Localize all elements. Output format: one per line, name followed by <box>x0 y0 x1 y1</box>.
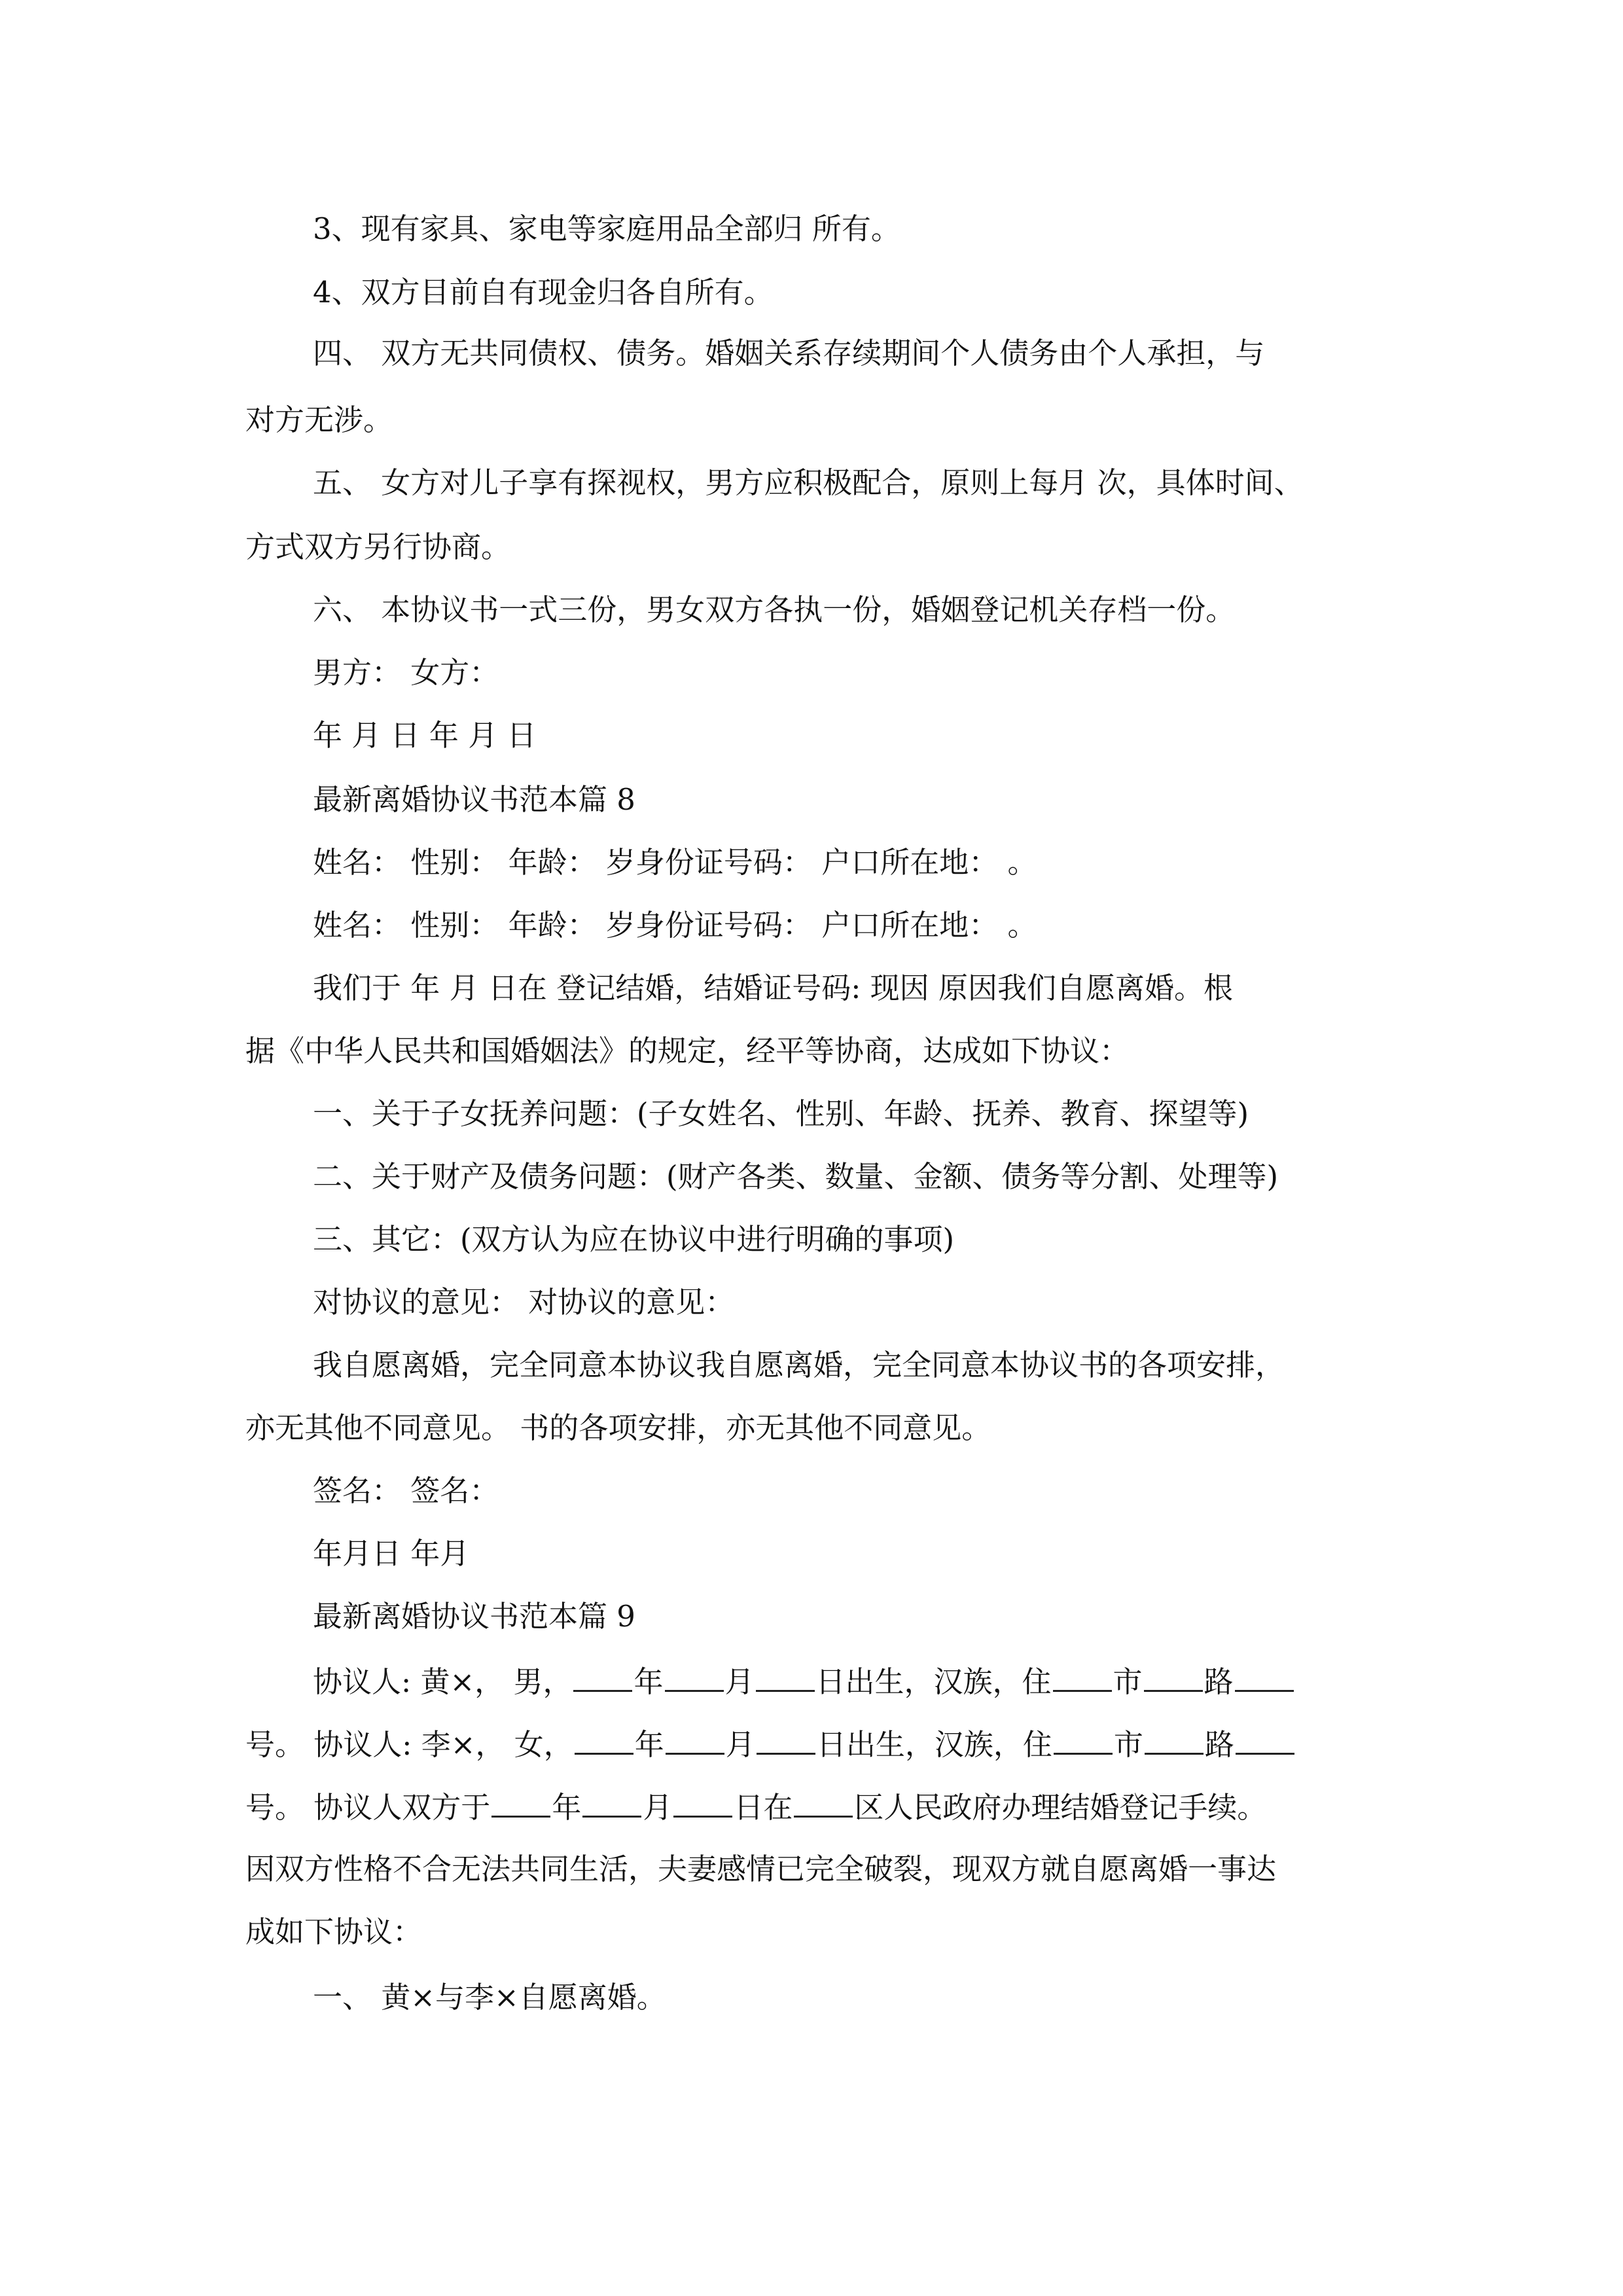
fill-blank <box>1144 1661 1203 1692</box>
text-line: 姓名： 性别： 年龄： 岁身份证号码： 户口所在地： 。 <box>313 908 1037 942</box>
text-segment: 协议人: 黄×， 男， <box>313 1664 573 1699</box>
text-line: 亦无其他不同意见。 书的各项安排，亦无其他不同意见。 <box>245 1410 991 1445</box>
text-line <box>313 1661 1295 1702</box>
fill-blank <box>756 1661 815 1692</box>
text-segment: 日在 <box>734 1790 793 1825</box>
text-segment: 月 <box>724 1664 755 1699</box>
text-segment: 月 <box>643 1790 673 1825</box>
fill-blank <box>794 1787 853 1818</box>
fill-blank <box>665 1661 724 1692</box>
text-line: 一、关于子女抚养问题：(子女姓名、性别、年龄、抚养、教育、探望等) <box>313 1096 1249 1131</box>
text-line <box>245 1787 1266 1827</box>
text-segment: 路 <box>1204 1664 1234 1699</box>
text-line: 一、 黄×与李×自愿离婚。 <box>313 1980 666 2015</box>
text-segment: 月 <box>725 1727 755 1762</box>
fill-blank <box>666 1724 724 1755</box>
text-line: 4、双方目前自有现金归各自所有。 <box>313 275 774 310</box>
text-segment: 年 <box>633 1664 664 1699</box>
text-segment: 年 <box>634 1727 664 1762</box>
text-line: 对方无涉。 <box>245 403 393 437</box>
text-line: 年 月 日 年 月 日 <box>313 718 537 753</box>
text-line <box>245 1724 1296 1765</box>
text-line: 男方： 女方： <box>313 655 499 690</box>
text-segment: 市 <box>1113 1727 1143 1762</box>
text-line: 六、 本协议书一式三份，男女双方各执一份，婚姻登记机关存档一份。 <box>313 592 1236 627</box>
text-line: 因双方性格不合无法共同生活，夫妻感情已完全破裂，现双方就自愿离婚一事达 <box>245 1852 1277 1886</box>
fill-blank <box>1145 1724 1204 1755</box>
text-segment: 区人民政府办理结婚登记手续。 <box>854 1790 1267 1825</box>
text-line: 据《中华人民共和国婚姻法》的规定，经平等协商，达成如下协议： <box>245 1033 1130 1068</box>
text-line: 年月日 年月 <box>313 1536 470 1571</box>
text-line: 三、其它：(双方认为应在协议中进行明确的事项) <box>313 1222 955 1257</box>
fill-blank <box>1054 1724 1113 1755</box>
text-segment: 日出生，汉族，住 <box>816 1727 1052 1762</box>
text-line: 对协议的意见： 对协议的意见： <box>313 1285 735 1319</box>
text-line: 签名： 签名： <box>313 1473 499 1508</box>
text-segment: 年 <box>552 1790 582 1825</box>
text-segment: 日出生，汉族，住 <box>815 1664 1052 1699</box>
text-segment: 路 <box>1204 1727 1234 1762</box>
fill-blank <box>573 1661 632 1692</box>
text-line: 五、 女方对儿子享有探视权，男方应积极配合，原则上每月 次，具体时间、 <box>313 465 1304 500</box>
fill-blank <box>757 1724 815 1755</box>
text-line: 方式双方另行协商。 <box>245 529 511 564</box>
text-line: 我们于 年 月 日在 登记结婚，结婚证号码: 现因 原因我们自愿离婚。根 <box>313 971 1233 1005</box>
fill-blank <box>1053 1661 1112 1692</box>
text-line: 我自愿离婚，完全同意本协议我自愿离婚，完全同意本协议书的各项安排， <box>313 1348 1285 1382</box>
fill-blank <box>575 1724 633 1755</box>
fill-blank <box>1236 1724 1294 1755</box>
fill-blank <box>582 1787 641 1818</box>
section-heading: 最新离婚协议书范本篇 9 <box>313 1599 635 1634</box>
text-line: 成如下协议： <box>245 1914 423 1949</box>
section-heading: 最新离婚协议书范本篇 8 <box>313 782 635 817</box>
fill-blank <box>673 1787 732 1818</box>
text-segment: 号。 协议人双方于 <box>245 1790 491 1825</box>
text-line: 姓名： 性别： 年龄： 岁身份证号码： 户口所在地： 。 <box>313 845 1037 880</box>
text-segment: 号。 协议人: 李×， 女， <box>245 1727 573 1762</box>
text-segment: 市 <box>1113 1664 1143 1699</box>
text-line: 四、 双方无共同债权、债务。婚姻关系存续期间个人债务由个人承担，与 <box>313 336 1265 370</box>
text-line: 3、现有家具、家电等家庭用品全部归 所有。 <box>313 211 901 246</box>
fill-blank <box>1235 1661 1294 1692</box>
fill-blank <box>491 1787 550 1818</box>
text-line: 二、关于财产及债务问题：(财产各类、数量、金额、债务等分割、处理等) <box>313 1159 1279 1194</box>
